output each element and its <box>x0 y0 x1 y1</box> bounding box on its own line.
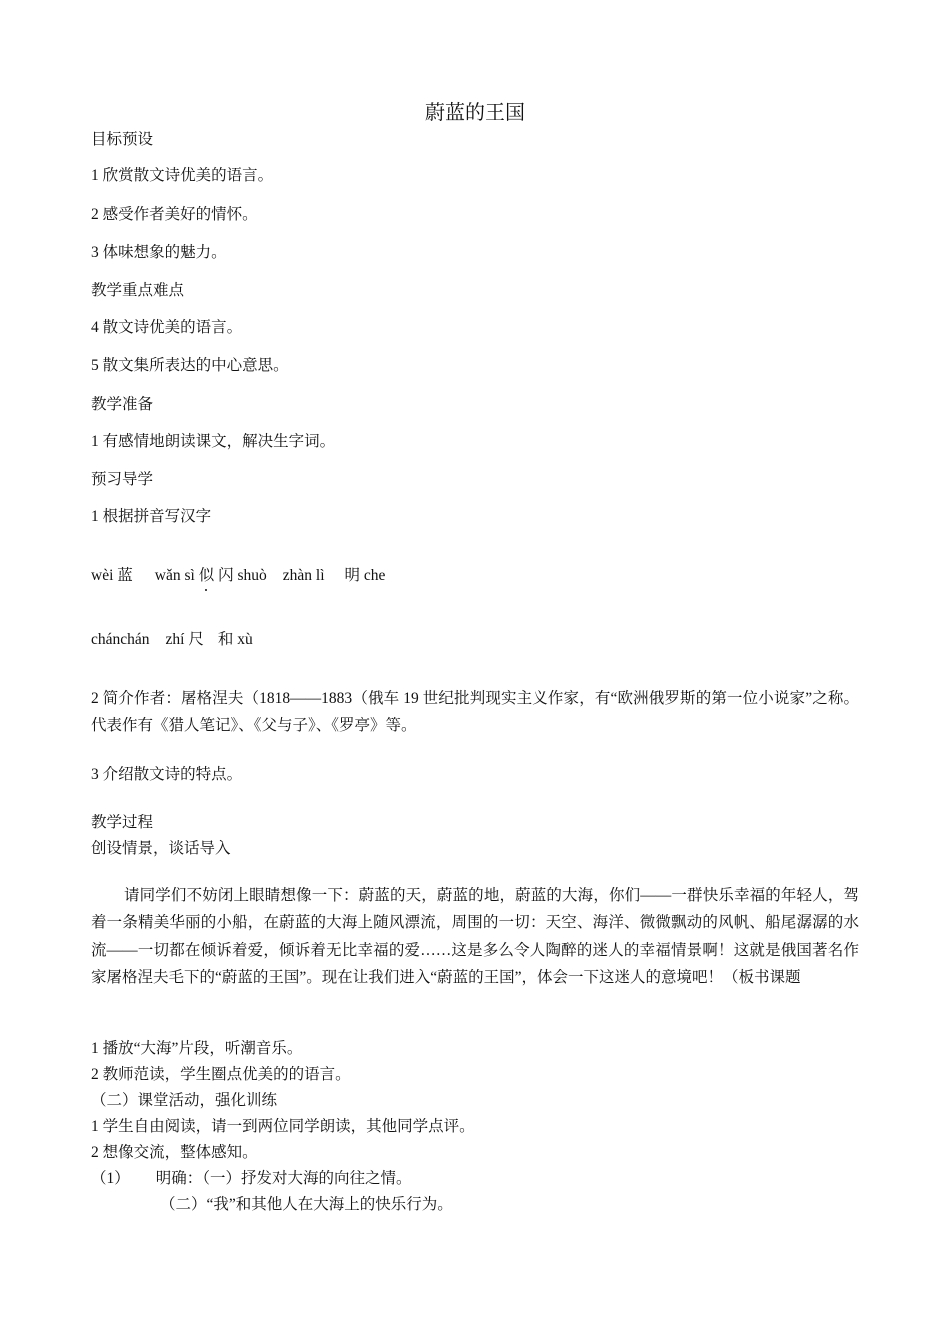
intro-paragraph: 请同学们不妨闭上眼睛想像一下：蔚蓝的天，蔚蓝的地，蔚蓝的大海，你们——一群快乐幸福的年轻人，驾着一条精美华丽的小船，在蔚蓝的大海上随风漂流，周围的一切：天空、海洋、微微飘动的风帆、船尾潺潺的水流——一切都在倾诉着爱，倾诉着无比幸福的爱……这是多么令人陶醉的迷人的幸福情景啊！这就是俄国著名作家屠格涅夫毛下的“蔚蓝的王国”。现在让我们进入“蔚蓝的王国”，体会一下这迷人的意境吧！（板书课题 <box>91 887 859 987</box>
key-point-item-1: 4 散文诗优美的语言。 <box>91 319 243 336</box>
pinyin-che: 明 che <box>344 567 386 584</box>
pinyin-wansi: wǎn sì <box>154 567 199 584</box>
key-points-heading: 教学重点难点 <box>91 282 185 299</box>
preparation-heading: 教学准备 <box>91 396 154 413</box>
goal-item-3: 3 体味想象的魅力。 <box>91 244 227 261</box>
step-1: 1 播放“大海”片段，听潮音乐。 <box>91 1040 303 1057</box>
answer-line-2: （二）“我”和其他人在大海上的快乐行为。 <box>160 1196 453 1213</box>
key-point-item-2: 5 散文集所表达的中心意思。 <box>91 357 289 374</box>
pinyin-wei: wèi 蓝 <box>91 567 133 584</box>
preview-item-3: 3 介绍散文诗的特点。 <box>91 766 243 783</box>
pinyin-zhanli: zhàn lì <box>282 567 325 584</box>
preview-item-1: 1 根据拼音写汉字 <box>91 508 212 525</box>
process-heading: 教学过程 <box>91 814 154 831</box>
step-3: 1 学生自由阅读，请一到两位同学朗读，其他同学点评。 <box>91 1118 475 1135</box>
answer-text-1: 明确：（一）抒发对大海的向往之情。 <box>155 1170 412 1187</box>
step-2: 2 教师范读，学生圈点优美的的语言。 <box>91 1066 351 1083</box>
answer-line-1 <box>91 1169 412 1189</box>
document-title: 蔚蓝的王国 <box>425 102 525 124</box>
goal-item-2: 2 感受作者美好的情怀。 <box>91 206 258 223</box>
preview-heading: 预习导学 <box>91 471 154 488</box>
pinyin-shuo: 闪 shuò <box>214 567 267 584</box>
author-intro-paragraph: 2 简介作者：屠格涅夫（1818——1883（俄车 19 世纪批判现实主义作家，有“欧洲俄罗斯的第一位小说家”之称。代表作有《猎人笔记》、《父与子》、《罗亭》等。 <box>91 690 859 735</box>
pinyin-row-1 <box>91 566 385 586</box>
step-4: 2 想像交流，整体感知。 <box>91 1144 258 1161</box>
preparation-item-1: 1 有感情地朗读课文，解决生字词。 <box>91 433 336 450</box>
goal-item-1: 1 欣赏散文诗优美的语言。 <box>91 167 274 184</box>
pinyin-zhi: zhí 尺 <box>165 631 204 648</box>
process-subheading: 创设情景，谈话导入 <box>91 840 231 857</box>
answer-label: （1） <box>91 1170 130 1187</box>
section-heading-classroom: （二）课堂活动，强化训练 <box>91 1092 278 1109</box>
goals-heading: 目标预设 <box>91 131 154 148</box>
emphasis-dot-char: 似 <box>198 567 215 584</box>
pinyin-chanchan: chánchán <box>91 631 150 648</box>
pinyin-xu: 和 xù <box>217 631 253 648</box>
pinyin-row-2 <box>91 630 253 650</box>
